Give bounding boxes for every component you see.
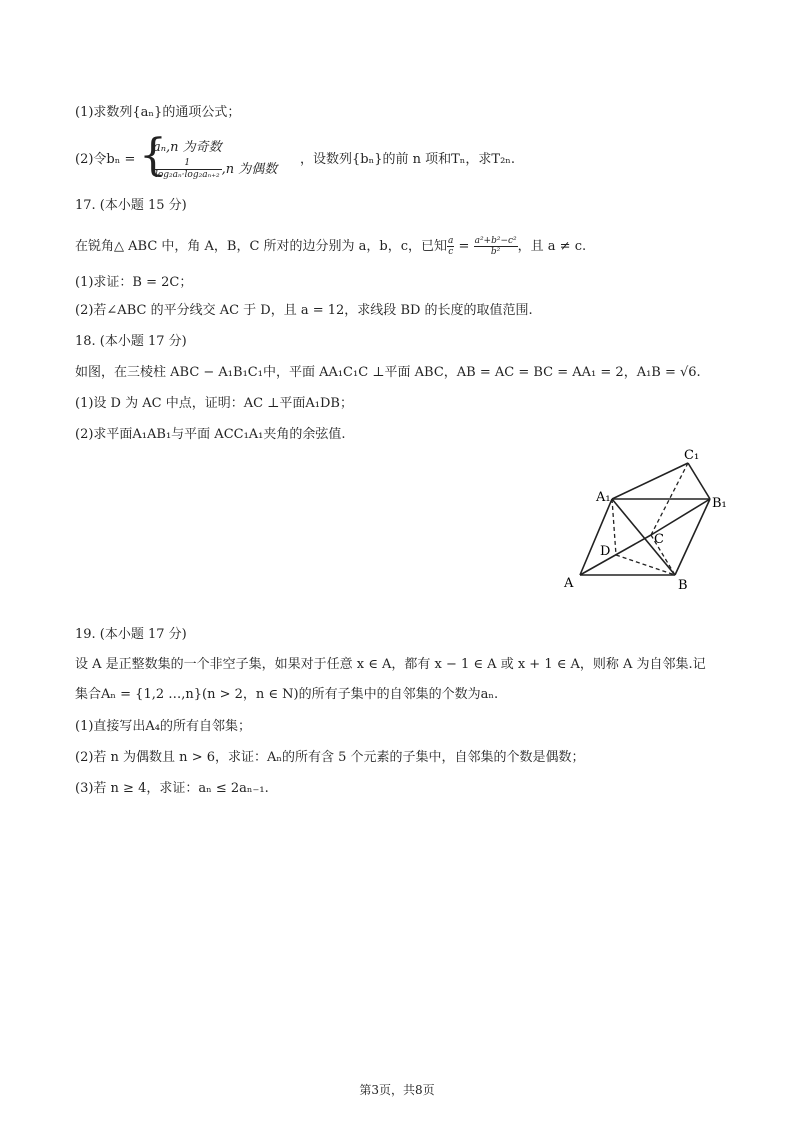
p17-frac2-den: b² xyxy=(490,247,501,257)
case2-numerator: 1 xyxy=(153,158,222,170)
case2-fraction xyxy=(153,158,222,181)
label-b: B xyxy=(678,578,688,593)
label-a1: A₁ xyxy=(596,490,611,505)
piecewise-case-even xyxy=(153,158,277,181)
p17-frac-den: c xyxy=(448,247,454,257)
p16-q1: (1)求数列{aₙ}的通项公式； xyxy=(75,105,241,120)
page-footer: 第3页，共8页 xyxy=(359,1083,435,1097)
case2-suffix: ,n 为偶数 xyxy=(221,162,278,177)
p17-q2: (2)若∠ABC 的平分线交 AC 于 D，且 a = 12，求线段 BD 的长度的取值范围. xyxy=(75,303,533,318)
label-a: A xyxy=(564,576,574,591)
p19-stem2: 集合Aₙ = {1,2 …,n}(n > 2，n ∈ N)的所有子集中的自邻集的个数为aₙ. xyxy=(75,687,499,702)
p18-q2: (2)求平面A₁AB₁与平面 ACC₁A₁夹角的余弦值. xyxy=(75,427,346,442)
edge-a1-c1 xyxy=(612,463,688,499)
p17-frac-num: a xyxy=(448,236,454,246)
prism-figure xyxy=(560,445,740,595)
p17-title: 17. (本小题 15 分) xyxy=(75,198,187,213)
p17-stem-a: 在锐角△ ABC 中，角 A，B，C 所对的边分别为 a，b，c，已知 xyxy=(75,239,448,254)
edge-a1-b xyxy=(612,499,675,575)
left-brace: { xyxy=(139,130,167,181)
p19-stem1: 设 A 是正整数集的一个非空子集，如果对于任意 x ∈ A，都有 x − 1 ∈ A 或 x + 1 ∈ A，则称 A 为自邻集.记 xyxy=(75,657,706,672)
p16-q2-suffix: ，设数列{bₙ}的前 n 项和Tₙ，求T₂ₙ. xyxy=(300,152,516,167)
case2-denominator: log₂aₙ·log₂aₙ₊₂ xyxy=(155,170,220,180)
label-c: C xyxy=(654,532,664,547)
p16-q2-prefix: (2)令bₙ = xyxy=(75,152,136,167)
p19-q1: (1)直接写出A₄的所有自邻集； xyxy=(75,719,252,734)
edge-c1-b1 xyxy=(688,463,710,499)
piecewise-case-odd: aₙ,n 为奇数 xyxy=(153,140,222,155)
edge-a1-d xyxy=(612,499,616,555)
p17-fraction-cosine xyxy=(474,236,518,257)
p17-stem xyxy=(75,236,586,257)
p18-q1: (1)设 D 为 AC 中点，证明：AC ⊥平面A₁DB； xyxy=(75,396,353,411)
label-d: D xyxy=(600,544,611,559)
p17-frac2-num: a²+b²−c² xyxy=(474,236,517,246)
p18-title: 18. (本小题 17 分) xyxy=(75,334,187,349)
piecewise-definition xyxy=(139,132,299,188)
edge-a-a1 xyxy=(580,499,612,575)
p17-eq: = xyxy=(454,239,474,254)
p19-q3: (3)若 n ≥ 4，求证：aₙ ≤ 2aₙ₋₁. xyxy=(75,781,269,796)
p19-title: 19. (本小题 17 分) xyxy=(75,627,187,642)
label-b1: B₁ xyxy=(712,496,727,511)
p17-q1: (1)求证：B = 2C； xyxy=(75,275,193,290)
p17-stem-b: ，且 a ≠ c. xyxy=(517,239,587,254)
p18-stem: 如图，在三棱柱 ABC − A₁B₁C₁中，平面 AA₁C₁C ⊥平面 ABC，AB = AC = BC = AA₁ = 2，A₁B = √6. xyxy=(75,365,701,380)
p19-q2: (2)若 n 为偶数且 n > 6，求证：Aₙ的所有含 5 个元素的子集中，自邻集的个数是偶数； xyxy=(75,750,585,765)
label-c1: C₁ xyxy=(684,448,700,463)
